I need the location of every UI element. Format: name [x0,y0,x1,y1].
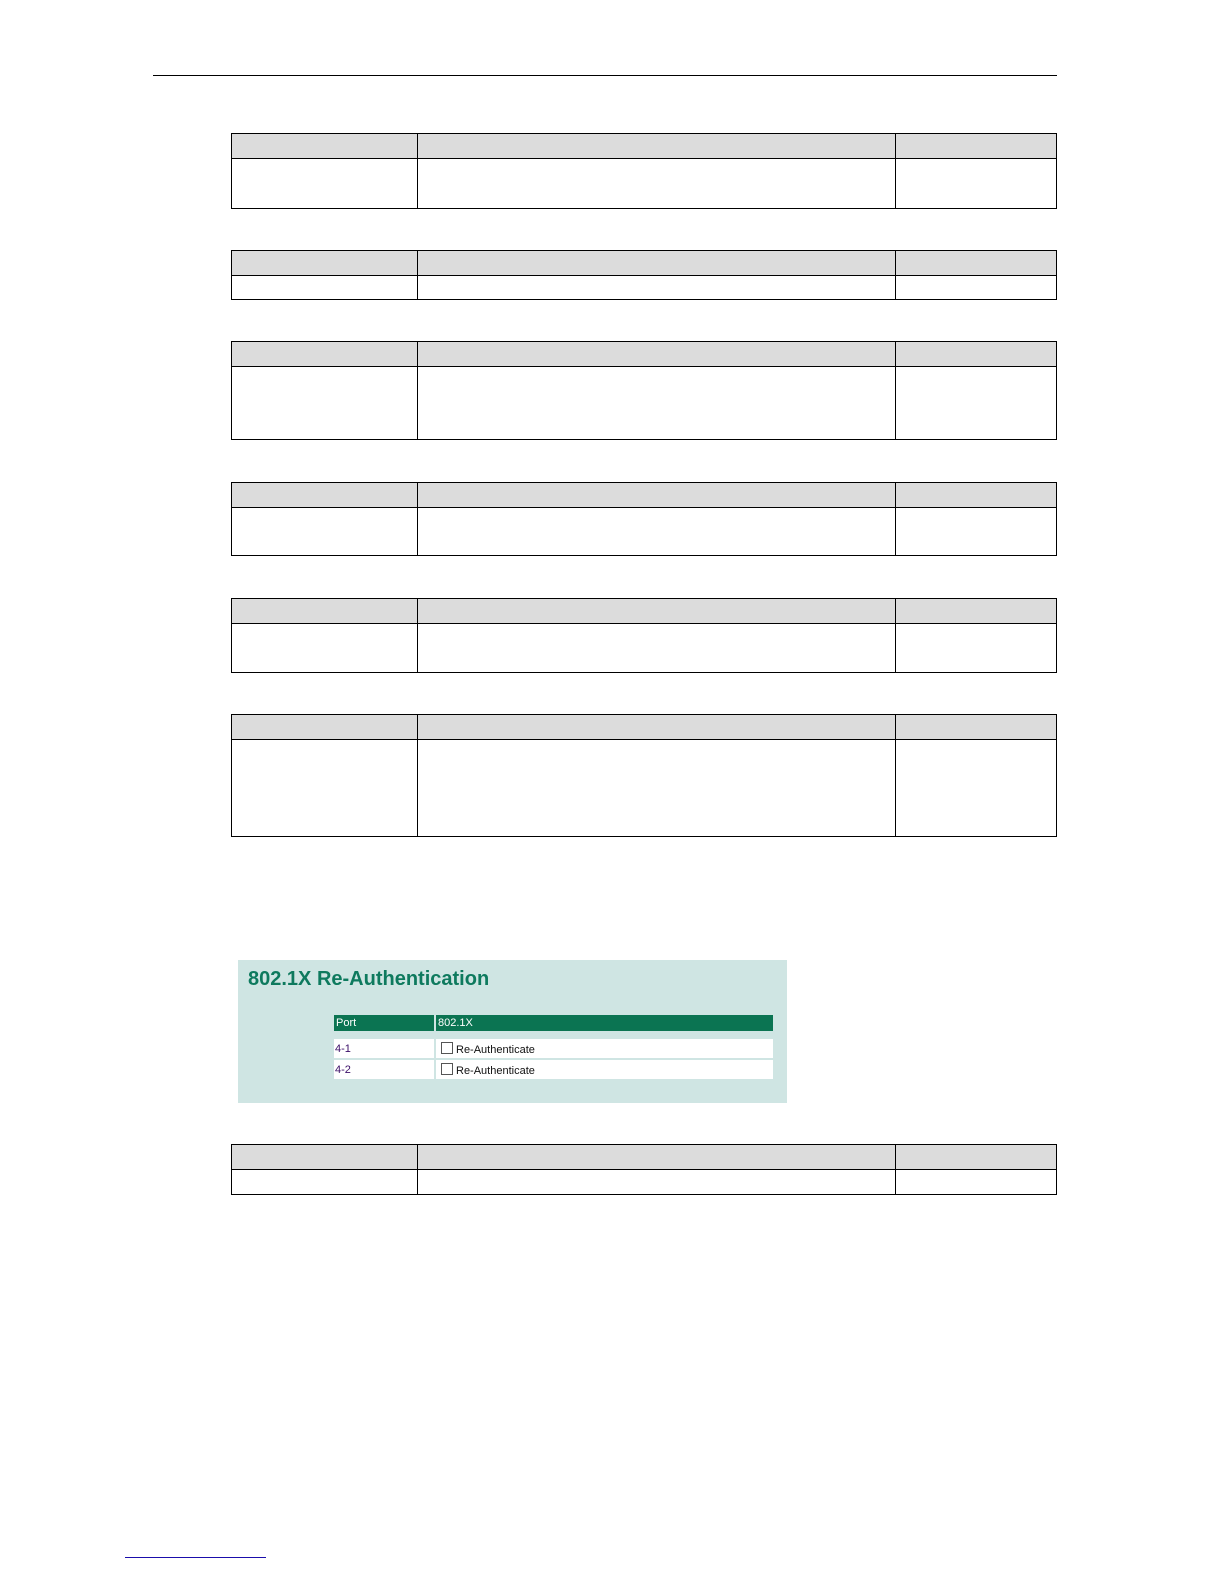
setting-table-2 [231,250,1057,300]
port-column-header: Port [334,1015,436,1031]
table-row [334,1039,773,1060]
setting-table-4 [231,482,1057,556]
table-row [334,1060,773,1081]
reauth-label: Re-Authenticate [456,1064,535,1077]
port-cell: 4-1 [334,1039,436,1060]
reauth-panel [238,960,787,1103]
setting-table-7 [231,1144,1057,1195]
setting-table-1 [231,133,1057,209]
reauth-label: Re-Authenticate [456,1043,535,1056]
panel-title: 802.1X Re-Authentication [248,968,490,990]
reauth-checkbox[interactable] [441,1063,453,1075]
setting-table-5 [231,598,1057,673]
port-table [334,1015,773,1081]
reauth-checkbox[interactable] [441,1042,453,1054]
setting-table-6 [231,714,1057,837]
dot1x-column-header: 802.1X [436,1015,773,1031]
footer-link-underline[interactable] [125,1557,266,1558]
setting-table-3 [231,341,1057,440]
header-rule [153,75,1057,76]
port-cell: 4-2 [334,1060,436,1081]
